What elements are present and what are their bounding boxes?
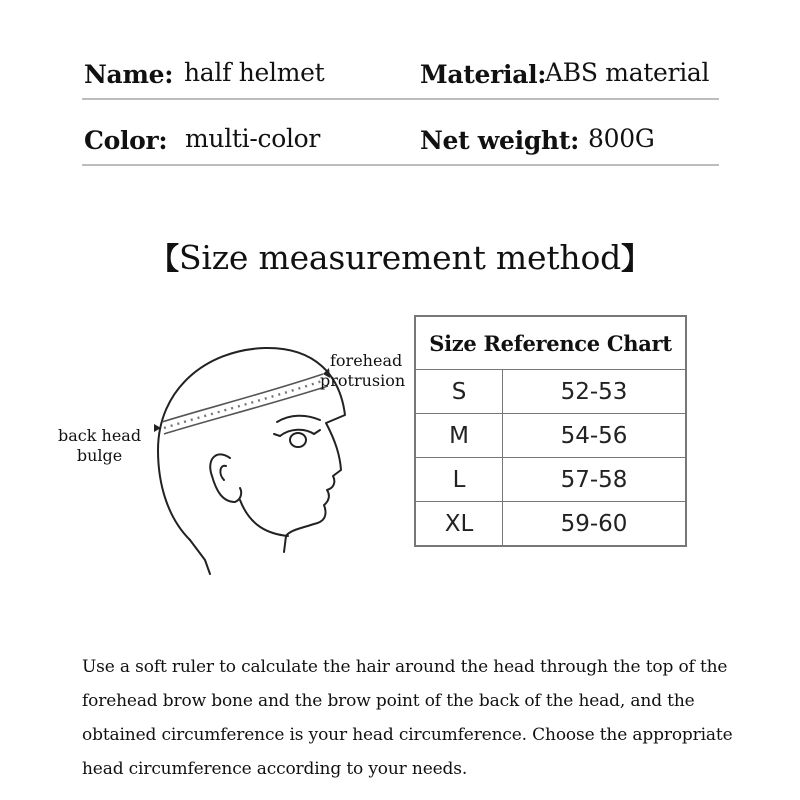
material-value: ABS material: [545, 58, 710, 87]
range-cell: 59-60: [503, 502, 687, 547]
table-row: [415, 458, 686, 502]
forehead-callout-line1: forehead: [330, 351, 403, 370]
color-value: multi-color: [185, 124, 321, 153]
name-value: half helmet: [184, 58, 325, 87]
material-label: Material:: [420, 60, 547, 89]
eyebrow: [277, 416, 320, 422]
ear: [210, 454, 241, 502]
forehead-callout: [320, 351, 405, 391]
name-label: Name:: [84, 60, 174, 89]
back-head-callout-line1: back head: [58, 426, 142, 445]
table-row: [415, 502, 686, 547]
heading-open-bracket: 【: [149, 242, 179, 277]
size-cell: S: [415, 370, 503, 414]
measurement-instructions: Use a soft ruler to calculate the hair around the head through the top of the forehead brow bone and the brow point of the back of the head, and the obtained circumference is your head circumference. Choose the appropriate head circumference according to your needs.: [82, 657, 733, 779]
heading-close-bracket: 】: [621, 242, 651, 277]
section-heading: [0, 234, 800, 278]
ear-inner: [220, 466, 226, 480]
size-chart-title: Size Reference Chart: [415, 316, 686, 370]
back-head-callout-line2: bulge: [76, 446, 123, 465]
size-reference-chart: [414, 315, 687, 547]
color-label: Color:: [84, 126, 168, 155]
range-cell: 57-58: [503, 458, 687, 502]
heading-text: Size measurement method: [178, 238, 622, 277]
weight-value: 800G: [588, 124, 655, 153]
back-head-callout: [58, 426, 141, 466]
spec-row-name-material: [82, 54, 719, 100]
weight-label: Net weight:: [420, 126, 580, 155]
size-cell: L: [415, 458, 503, 502]
size-chart-header-row: [415, 316, 686, 370]
size-cell: XL: [415, 502, 503, 547]
size-cell: M: [415, 414, 503, 458]
eye-iris: [290, 433, 306, 447]
table-row: [415, 370, 686, 414]
jaw-line: [240, 500, 288, 536]
table-row: [415, 414, 686, 458]
neck-back: [190, 540, 210, 574]
head-outline: [158, 348, 345, 552]
spec-row-color-weight: [82, 120, 719, 166]
forehead-callout-line2: protrusion: [320, 371, 406, 390]
measuring-tape: [162, 374, 328, 434]
range-cell: 54-56: [503, 414, 687, 458]
range-cell: 52-53: [503, 370, 687, 414]
